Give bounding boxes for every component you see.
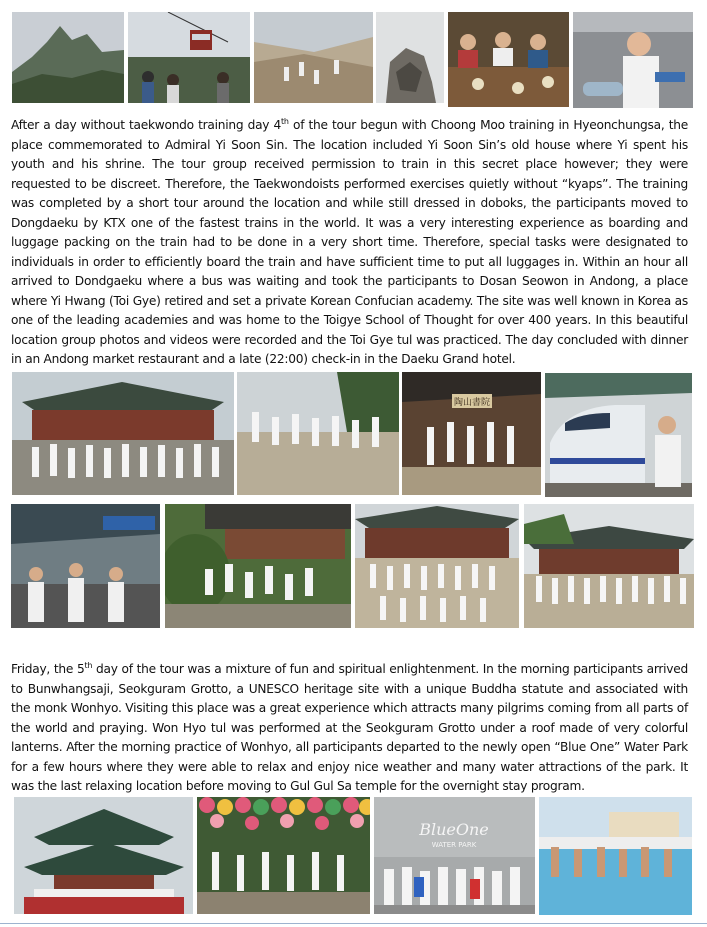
photo-pavilion-lineup — [524, 504, 694, 628]
paragraph-day-four-body: of the tour begun with Choong Moo training in Hyeonchungsa, the place commemorated to Admiral Yi Soon Sin. The location included Yi Soon Sin’s old house where Yi spent his youth and his shrine. The tour group received permission to train in this secret place however; they were requested to be discreet. Therefore, the Taekwondoists performed exercises quietly without “kyaps”. The training was completed by a short tour around the location and while still dressed in doboks, the participants moved to Dongdaeku by KTX one of the fastest trains in the world. It was a very interesting experience as boarding and luggage packing on the train had to be done in a very short time. Therefore, special tasks were designated to individuals in order to efficiently board the train and have sufficient time to put all luggages in. Within an hour all arrived to Dondgaeku where a bus was waiting and took the participants to Dosan Seowon in Andong, a place where Yi Hwang (Toi Gye) retired and set a private Korean Confucian academy. The site was well known in Korea as one of the leading academies and was home to the Toigye School of Thought for over 400 years. In this beautiful location group photos and videos were recorded and the Toi Gye tul was practiced. The day concluded with dinner in an Andong market restaurant and a late (22:00) check-in in the Daeku Grand hotel. — [11, 118, 688, 366]
photo-shrine-kicks — [402, 372, 541, 495]
ordinal-suffix: th — [281, 116, 289, 126]
photo-train-interior — [573, 12, 693, 108]
ordinal-suffix: th — [84, 660, 93, 670]
paragraph-day-five-body: day of the tour was a mixture of fun and spiritual enlightenment. In the morning participants arrived to Bunwhangsaji, Seokguram Grotto, a UNESCO heritage site with a unique Buddha statute and associated with the monk Wonhyo. Visiting this place was a great experience which attracts many pilgrims coming from all parts of the world and praying. Won Hyo tul was performed at the Seokguram Grotto under a roof made of very colorful lanterns. After the morning practice of Wonhyo, all participants departed to the newly open “Blue One” Water Park for a few hours where they were able to relax and enjoy nice weather and many water attractions of the park. It was the last relaxing location before moving to Gul Gul Sa temple for the overnight stay program. — [11, 662, 688, 793]
photo-cable-car — [128, 12, 250, 103]
photo-ktx-train — [545, 373, 692, 497]
blue-one-sign-text: BlueOne — [419, 820, 489, 839]
blue-one-sign-subtext: WATER PARK — [431, 841, 477, 849]
shrine-plaque-text: 陶山書院 — [453, 398, 491, 408]
photo-pool — [539, 797, 692, 915]
photo-rocky-trail — [254, 12, 373, 103]
photo-pagoda-gate — [14, 797, 193, 914]
photo-station-platform — [11, 504, 160, 628]
photo-temple-group-training — [12, 372, 234, 495]
paragraph-day-five-lead: Friday, the 5 — [11, 662, 85, 676]
photo-group-dinner — [448, 12, 569, 107]
photo-lantern-roof — [197, 797, 370, 914]
page-bottom-rule — [0, 923, 707, 924]
photo-outdoor-kicks — [237, 372, 399, 495]
paragraph-day-five — [11, 660, 688, 797]
paragraph-day-four-lead: After a day without taekwondo training day 4 — [11, 118, 282, 132]
photo-mountain-peaks — [12, 12, 124, 103]
photo-misty-rock — [376, 12, 444, 103]
photo-blue-one-water-park — [374, 797, 535, 914]
photo-courtyard-form — [355, 504, 519, 628]
paragraph-day-four — [11, 116, 688, 370]
photo-garden-group — [165, 504, 351, 628]
